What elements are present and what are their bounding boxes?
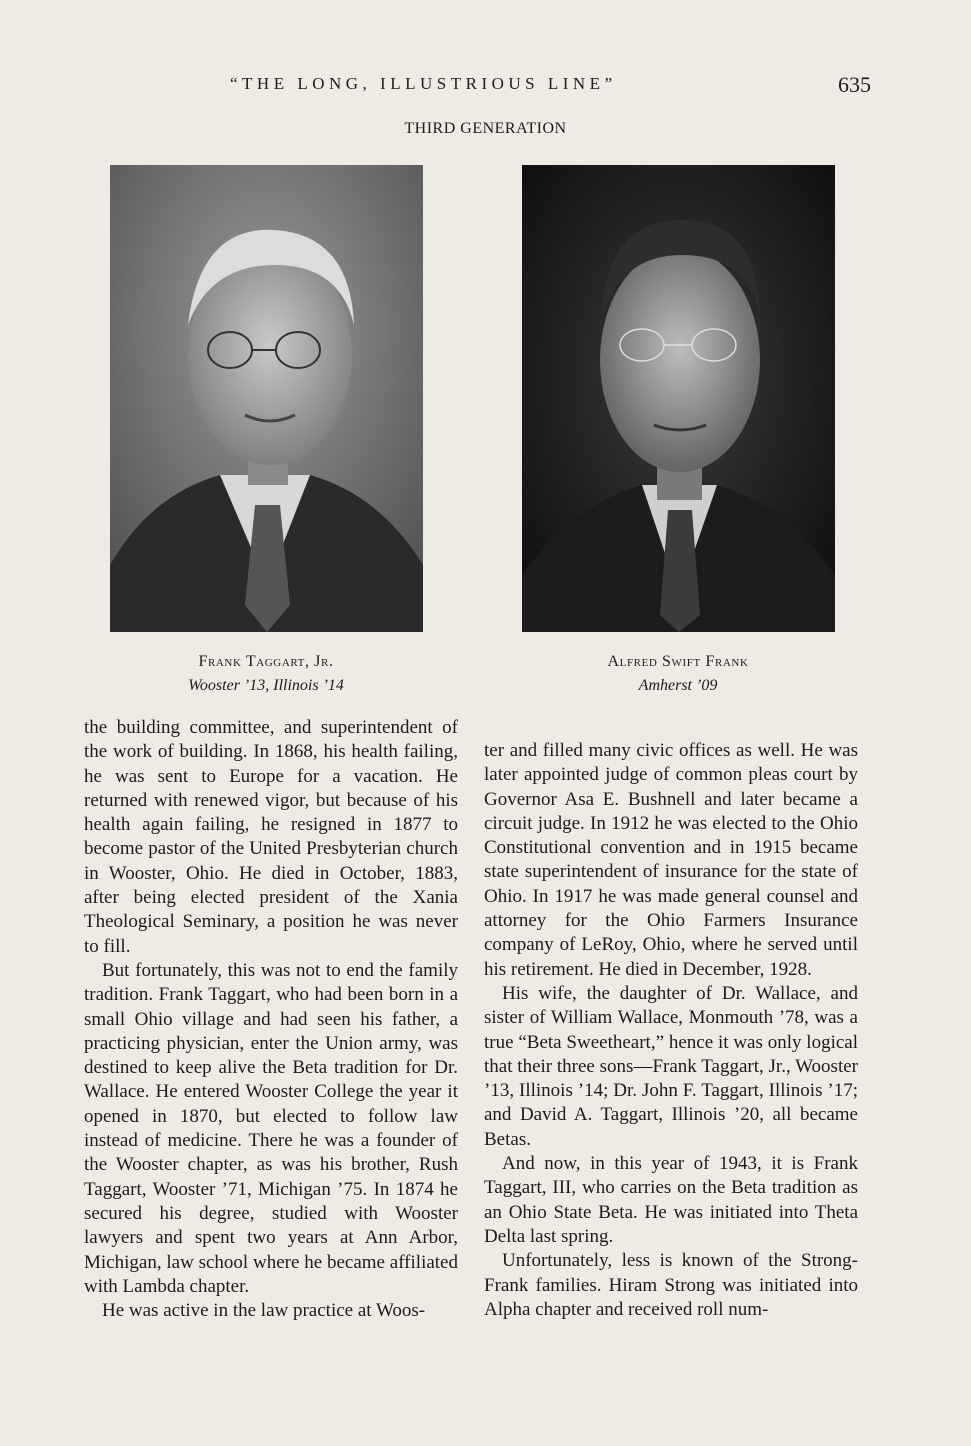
caption-name: Frank Taggart, Jr. — [198, 653, 334, 670]
paragraph: ter and filled many civic offices as well. He was later appointed judge of common pleas court by Governor Asa E. Bushnell and later became a circuit judge. In 1912 he was elected to the Ohio Constitutional convention and in 1915 became state superintendent of insurance for the state of Ohio. In 1917 he was made general counsel and attorney for the Ohio Farmers Insurance company of LeRoy, Ohio, where he served until his retirement. He died in December, 1928. — [484, 740, 858, 980]
running-head — [0, 70, 971, 104]
page-number: 635 — [838, 72, 871, 97]
section-heading: THIRD GENERATION — [404, 120, 567, 137]
right-text-column — [484, 739, 858, 1322]
paragraph: His wife, the daughter of Dr. Wallace, and sister of William Wallace, Monmouth ’78, was a true “Beta Sweetheart,” hence it was only logical that their three sons—Frank Taggart, Jr., Wooster ’13, Illinois ’14; Dr. John F. Taggart, Illinois ’17; and David A. Taggart, Illinois ’20, all became Betas. — [484, 982, 858, 1150]
paragraph: Unfortunately, less is known of the Strong-Frank families. Hiram Strong was initiated into Alpha chapter and received roll num- — [484, 1250, 858, 1320]
caption-name: Alfred Swift Frank — [607, 653, 749, 670]
paragraph: But fortunately, this was not to end the family tradition. Frank Taggart, who had been born in a small Ohio village and had seen his father, a practicing physician, enter the Union army, was destined to keep alive the Beta tradition for Dr. Wallace. He entered Wooster College the year it opened in 1870, but elected to follow law instead of medicine. There he was a founder of the Wooster chapter, as was his brother, Rush Taggart, Wooster ’71, Michigan ’75. In 1874 he secured his degree, studied with Wooster lawyers and spent two years at Ann Arbor, Michigan, law school where he became affiliated with Lambda chapter. — [84, 959, 458, 1297]
portrait-caption-left — [86, 650, 446, 698]
caption-school: Wooster ’13, Illinois ’14 — [188, 677, 344, 694]
paragraph: the building committee, and superintendent of the work of building. In 1868, his health failing, he was sent to Europe for a vacation. He returned with renewed vigor, but because of his health again failing, he resigned in 1877 to become pastor of the United Presbyterian church in Wooster, Ohio. He died in October, 1883, after being elected president of the Xania Theological Seminary, a position he was never to fill. — [84, 717, 458, 957]
portrait-photo-frank-taggart-jr — [110, 165, 423, 632]
portrait-photo-alfred-swift-frank — [522, 165, 835, 632]
running-title: “THE LONG, ILLUSTRIOUS LINE” — [230, 74, 617, 93]
caption-school: Amherst ’09 — [638, 677, 718, 694]
portrait-caption-right — [498, 650, 858, 698]
paragraph: And now, in this year of 1943, it is Frank Taggart, III, who carries on the Beta tradition as an Ohio State Beta. He was initiated into Theta Delta last spring. — [484, 1153, 858, 1247]
paragraph: He was active in the law practice at Woos- — [102, 1300, 426, 1322]
left-text-column — [84, 716, 458, 1323]
